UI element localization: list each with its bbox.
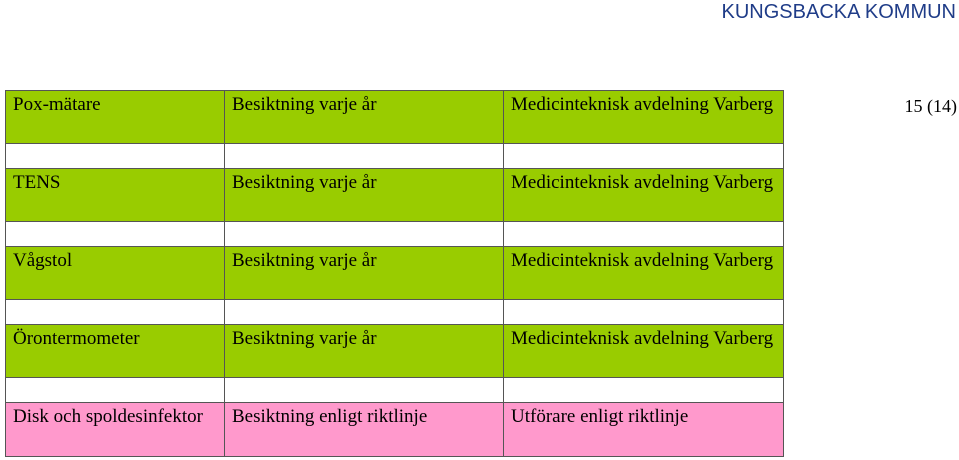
inspection-cell: Besiktning varje år [225,325,504,378]
inspection-cell: Besiktning varje år [225,91,504,144]
responsible-cell: Medicinteknisk avdelning Varberg [504,91,784,144]
responsible-cell: Medicinteknisk avdelning Varberg [504,247,784,300]
equipment-cell: Pox-mätare [6,91,225,144]
empty-cell [504,144,784,169]
empty-cell [504,222,784,247]
responsible-cell: Medicinteknisk avdelning Varberg [504,169,784,222]
table-row [6,91,784,144]
empty-cell [225,144,504,169]
organization-header: KUNGSBACKA KOMMUN [721,1,956,23]
empty-cell [6,222,225,247]
spacer-row [6,378,784,403]
equipment-cell: Vågstol [6,247,225,300]
responsible-cell: Utförare enligt riktlinje [504,403,784,457]
empty-cell [504,300,784,325]
table-row [6,247,784,300]
inspection-cell: Besiktning varje år [225,247,504,300]
empty-cell [225,222,504,247]
equipment-cell: Disk och spoldesinfektor [6,403,225,457]
page-number: 15 (14) [904,96,957,116]
empty-cell [504,378,784,403]
inspection-cell: Besiktning enligt riktlinje [225,403,504,457]
spacer-row [6,300,784,325]
inspection-cell: Besiktning varje år [225,169,504,222]
table-row [6,325,784,378]
table-row [6,169,784,222]
empty-cell [6,378,225,403]
responsible-cell: Medicinteknisk avdelning Varberg [504,325,784,378]
table-row [6,403,784,457]
empty-cell [225,378,504,403]
equipment-cell: TENS [6,169,225,222]
empty-cell [225,300,504,325]
equipment-cell: Örontermometer [6,325,225,378]
equipment-table [5,90,784,457]
empty-cell [6,300,225,325]
spacer-row [6,144,784,169]
spacer-row [6,222,784,247]
empty-cell [6,144,225,169]
